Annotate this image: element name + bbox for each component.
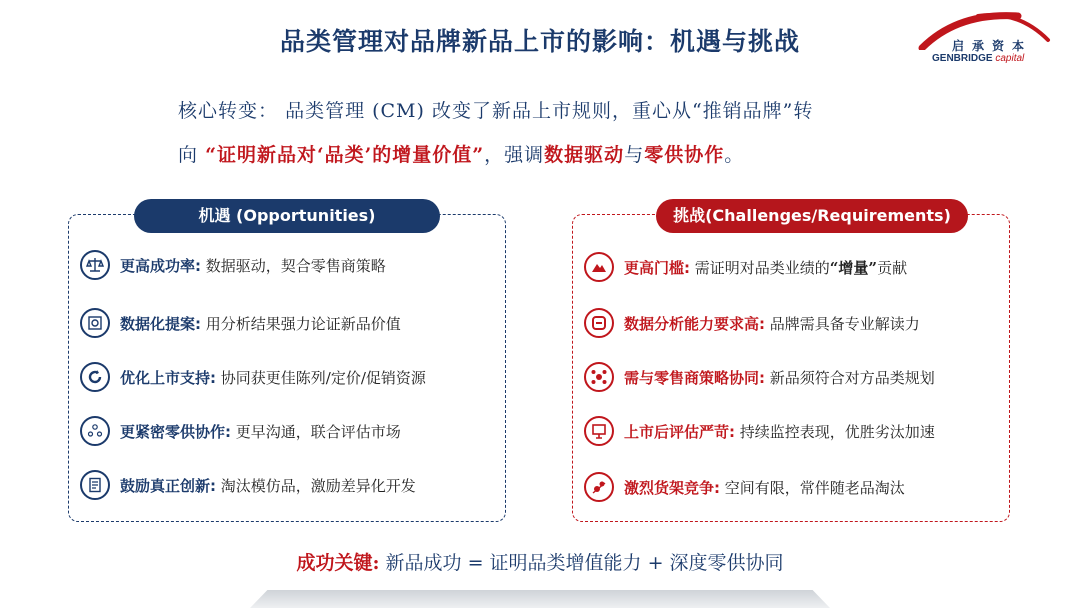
scale-icon (80, 250, 110, 280)
item-label: 鼓励真正创新: (120, 476, 216, 495)
core-line-2 (178, 140, 744, 167)
analysis-icon (584, 308, 614, 338)
logo-cn: 启承资本 (952, 39, 1033, 53)
item-text: 数据驱动，契合零售商策略 (205, 256, 386, 275)
challenge-item (584, 360, 935, 394)
opportunity-item (80, 248, 386, 282)
key-text: 新品成功 = 证明品类增值能力 + 深度零供协同 (385, 552, 784, 574)
challenge-item (584, 250, 907, 284)
challenge-item (584, 414, 935, 448)
item-label: 数据化提案: (120, 314, 201, 333)
mountain-icon (584, 252, 614, 282)
item-text-bold: “增量” (829, 258, 878, 277)
core-line2-and: 与 (624, 144, 645, 166)
footer-base-shape (250, 590, 830, 608)
core-text: 品类管理 (CM) 改变了新品上市规则，重心从“推销品牌”转 (285, 100, 814, 122)
challenge-item (584, 470, 905, 504)
item-text: 淘汰模仿品，激励差异化开发 (220, 476, 416, 495)
item-text: 用分析结果强力论证新品价值 (205, 314, 401, 333)
core-line2-mid: ，强调 (484, 144, 545, 166)
core-line2-end: 。 (724, 144, 745, 166)
item-text: 需证明对品类业绩的 (694, 258, 830, 277)
people-icon (80, 416, 110, 446)
opportunity-item (80, 306, 401, 340)
item-text: 协同获更佳陈列/定价/促销资源 (220, 368, 426, 387)
item-text: 品牌需具备专业解读力 (769, 314, 920, 333)
network-icon (584, 362, 614, 392)
item-label: 更高门槛: (624, 258, 690, 277)
presentation-icon (584, 416, 614, 446)
core-line2-start: 向 (178, 144, 199, 166)
success-key (0, 548, 1080, 575)
item-label: 需与零售商策略协同: (624, 368, 765, 387)
core-key2: 零供协作 (644, 144, 725, 166)
core-key1: 数据驱动 (544, 144, 625, 166)
item-text: 更早沟通，联合评估市场 (235, 422, 401, 441)
refresh-icon (80, 362, 110, 392)
item-label: 上市后评估严苛: (624, 422, 735, 441)
item-text: 新品须符合对方品类规划 (769, 368, 935, 387)
core-line-1 (178, 96, 813, 123)
item-label: 激烈货架竞争: (624, 478, 720, 497)
shelf-icon (584, 472, 614, 502)
item-text-after: 贡献 (877, 258, 908, 277)
item-text: 持续监控表现，优胜劣汰加速 (739, 422, 935, 441)
opportunities-title: 机遇 (Opportunities) (134, 199, 440, 233)
logo-en: GENBRIDGE capital (932, 53, 1025, 64)
document-icon (80, 470, 110, 500)
item-label: 更紧密零供协作: (120, 422, 231, 441)
key-label: 成功关键: (296, 552, 380, 574)
core-label: 核心转变： (178, 100, 279, 122)
opportunity-item (80, 414, 401, 448)
opportunity-item (80, 468, 416, 502)
item-label: 更高成功率: (120, 256, 201, 275)
item-text: 空间有限，常伴随老品淘汰 (724, 478, 905, 497)
genbridge-logo (918, 10, 1058, 66)
page-title: 品类管理对品牌新品上市的影响：机遇与挑战 (279, 27, 800, 56)
item-label: 优化上市支持: (120, 368, 216, 387)
challenge-item (584, 306, 920, 340)
opportunity-item (80, 360, 426, 394)
data-icon (80, 308, 110, 338)
item-label: 数据分析能力要求高: (624, 314, 765, 333)
challenges-title: 挑战(Challenges/Requirements) (656, 199, 968, 233)
core-highlight: “证明新品对‘品类’的增量价值” (205, 144, 485, 166)
